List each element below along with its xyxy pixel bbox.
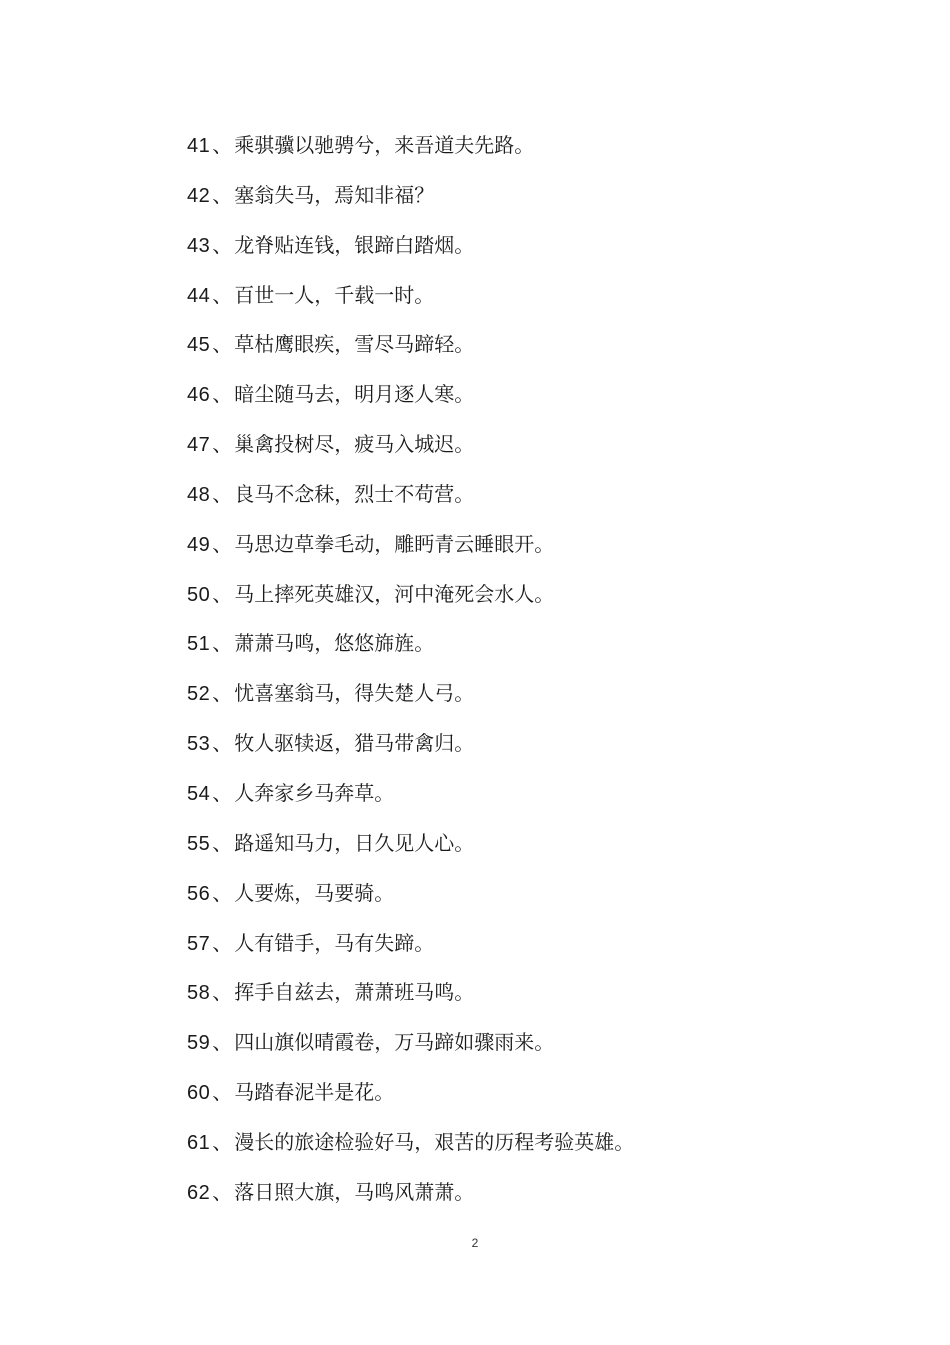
line-separator: 、 <box>212 930 233 955</box>
line-separator: 、 <box>212 731 233 756</box>
line-text: 忧喜塞翁马，得失楚人弓。 <box>234 681 475 706</box>
line-text: 龙脊贴连钱，银蹄白踏烟。 <box>234 232 475 257</box>
list-item <box>187 178 907 228</box>
line-separator: 、 <box>212 182 233 207</box>
line-number: 48 <box>187 483 211 506</box>
line-text: 人奔家乡马奔草。 <box>234 780 395 805</box>
line-text: 巢禽投树尽，疲马入城迟。 <box>234 432 475 457</box>
list-item <box>187 726 907 776</box>
line-text: 人有错手，马有失蹄。 <box>234 930 435 955</box>
line-number: 52 <box>187 683 211 706</box>
line-separator: 、 <box>212 1030 233 1055</box>
list-item <box>187 626 907 676</box>
line-text: 牧人驱犊返，猎马带禽归。 <box>234 731 475 756</box>
line-separator: 、 <box>212 880 233 905</box>
list-item <box>187 128 907 178</box>
line-separator: 、 <box>212 581 233 606</box>
page-number: 2 <box>471 1236 479 1250</box>
list-item <box>187 377 907 427</box>
line-number: 56 <box>187 882 211 905</box>
line-number: 57 <box>187 932 211 955</box>
line-number: 54 <box>187 782 211 805</box>
list-item <box>187 776 907 826</box>
line-text: 四山旗似晴霞卷，万马蹄如骤雨来。 <box>234 1030 555 1055</box>
line-separator: 、 <box>212 282 233 307</box>
line-number: 46 <box>187 384 211 407</box>
line-number: 43 <box>187 234 211 257</box>
line-text: 路遥知马力，日久见人心。 <box>234 830 475 855</box>
list-item <box>187 477 907 527</box>
line-separator: 、 <box>212 980 233 1005</box>
line-text: 挥手自兹去，萧萧班马鸣。 <box>234 980 475 1005</box>
list-item <box>187 876 907 926</box>
line-separator: 、 <box>212 531 233 556</box>
list-item <box>187 527 907 577</box>
line-separator: 、 <box>212 432 233 457</box>
line-separator: 、 <box>212 133 233 157</box>
line-separator: 、 <box>212 1129 233 1154</box>
line-text: 暗尘随马去，明月逐人寒。 <box>234 382 475 407</box>
line-text: 萧萧马鸣，悠悠旆旌。 <box>234 631 435 656</box>
list-item <box>187 228 907 278</box>
line-number: 59 <box>187 1032 211 1055</box>
list-item <box>187 1125 907 1175</box>
quote-list <box>187 128 907 1225</box>
line-number: 60 <box>187 1082 211 1105</box>
line-text: 草枯鹰眼疾，雪尽马蹄轻。 <box>234 332 475 357</box>
line-separator: 、 <box>212 382 233 407</box>
line-separator: 、 <box>212 332 233 357</box>
line-number: 62 <box>187 1181 211 1204</box>
line-separator: 、 <box>212 631 233 656</box>
list-item <box>187 1025 907 1075</box>
list-item <box>187 926 907 976</box>
line-separator: 、 <box>212 780 233 805</box>
line-separator: 、 <box>212 481 233 506</box>
line-number: 44 <box>187 284 211 307</box>
line-number: 45 <box>187 334 211 357</box>
line-text: 落日照大旗，马鸣风萧萧。 <box>234 1179 475 1204</box>
line-text: 漫长的旅途检验好马，艰苦的历程考验英雄。 <box>234 1129 635 1154</box>
line-separator: 、 <box>212 1080 233 1105</box>
list-item <box>187 676 907 726</box>
line-text: 马思边草拳毛动，雕眄青云睡眼开。 <box>234 531 555 556</box>
line-number: 61 <box>187 1131 211 1154</box>
list-item <box>187 826 907 876</box>
line-separator: 、 <box>212 232 233 257</box>
line-number: 41 <box>187 135 211 157</box>
line-number: 49 <box>187 533 211 556</box>
line-text: 人要炼，马要骑。 <box>234 880 395 905</box>
list-item <box>187 427 907 477</box>
line-text: 百世一人，千载一时。 <box>234 282 435 307</box>
line-separator: 、 <box>212 681 233 706</box>
list-item <box>187 975 907 1025</box>
list-item <box>187 1175 907 1225</box>
line-number: 55 <box>187 832 211 855</box>
line-number: 47 <box>187 434 211 457</box>
line-text: 良马不念秣，烈士不苟营。 <box>234 481 475 506</box>
line-number: 51 <box>187 633 211 656</box>
line-number: 53 <box>187 733 211 756</box>
line-text: 乘骐骥以驰骋兮，来吾道夫先路。 <box>234 133 535 157</box>
line-text: 马上摔死英雄汉，河中淹死会水人。 <box>234 581 555 606</box>
line-number: 58 <box>187 982 211 1005</box>
line-text: 塞翁失马，焉知非福？ <box>234 182 435 207</box>
list-item <box>187 1075 907 1125</box>
list-item <box>187 577 907 627</box>
line-number: 42 <box>187 184 211 207</box>
line-text: 马踏春泥半是花。 <box>234 1080 395 1105</box>
line-separator: 、 <box>212 1179 233 1204</box>
list-item <box>187 278 907 328</box>
list-item <box>187 327 907 377</box>
line-separator: 、 <box>212 830 233 855</box>
line-number: 50 <box>187 583 211 606</box>
